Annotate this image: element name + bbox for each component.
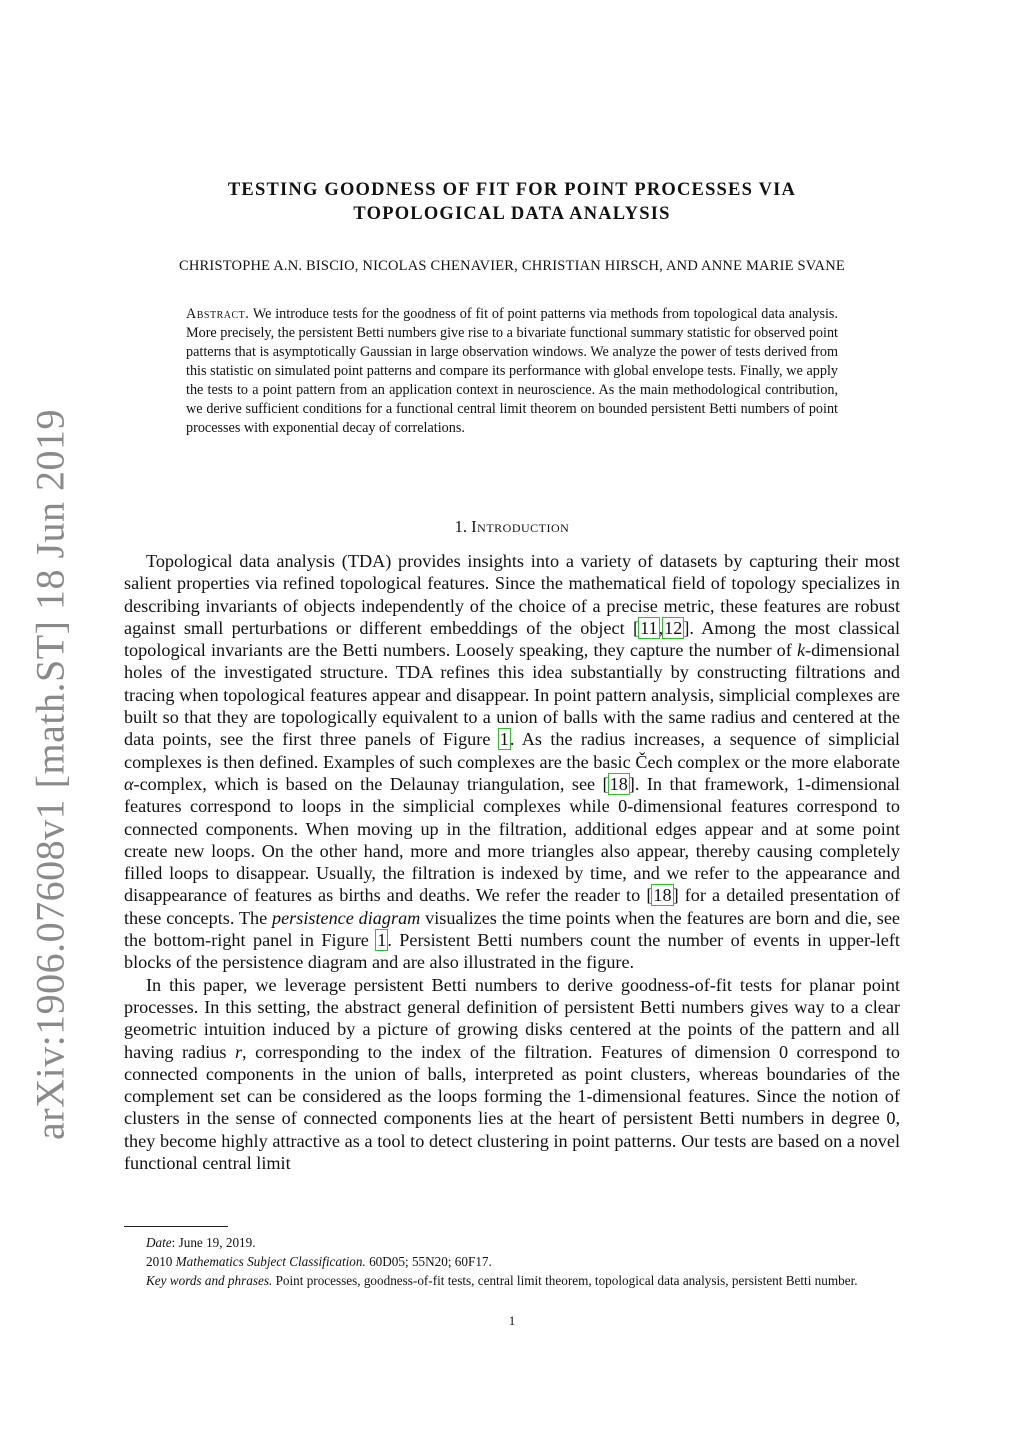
text-run: , corresponding to the index of the filtration. Features of dimension 0 correspond to connected components in the union of balls, interpreted as point clusters, whereas boundaries of the complement set can be considered as the loops forming the 1-dimensional features. Since the notion of clusters in the sense of connected components lies at the heart of persistent Betti numbers in degree 0, they become highly attractive as a tool to detect clustering in point patterns. Our tests are based on a novel functional central limit xyxy=(124,1041,900,1174)
footnotes xyxy=(124,1233,900,1290)
footnote-prefix: 2010 xyxy=(146,1254,176,1269)
text-run: for a detailed presentation of these concepts. The xyxy=(124,885,901,928)
footnote-label: Mathematics Subject Classification. xyxy=(175,1254,366,1269)
paragraph-2 xyxy=(124,974,900,1175)
section-heading xyxy=(0,517,1024,537)
section-title: Introduction xyxy=(471,517,570,536)
math-variable: r xyxy=(234,1041,243,1062)
text-run: . Among the most classical topological invariants are the Betti numbers. Loosely speaking, they capture the number of xyxy=(124,617,900,661)
text-run: . In that framework, 1-dimensional features correspond to loops in the simplicial complexes while 0-dimensional features correspond to connected components. When moving up in the filtration, additional edges appear and at some point create new loops. On the other hand, more and more triangles also appear, thereby causing completely filled loops to disappear. Usually, the filtration is indexed by time, and we refer to the appearance and disappearance of features as births and deaths. We refer the reader to xyxy=(124,773,900,906)
citation-link[interactable]: 12 xyxy=(664,617,683,638)
body-text xyxy=(124,550,900,1174)
footnote-date xyxy=(124,1233,900,1252)
footnote-rule xyxy=(124,1226,228,1227)
footnote-label: Key words and phrases. xyxy=(146,1273,273,1288)
citation-link[interactable]: 18 xyxy=(653,885,672,906)
figure-link[interactable]: 1 xyxy=(377,930,387,951)
text-run: visualizes the time points when the features are born and die, see the bottom-right panel in Figure xyxy=(124,907,900,951)
text-run: In this paper, we leverage persistent Betti numbers to derive goodness-of-fit tests for planar point processes. In this setting, the abstract general definition of persistent Betti numbers gives way to a clear geometric intuition induced by a picture of growing disks centered at the points of the pattern and all having radius xyxy=(124,974,900,1062)
figure-link[interactable]: 1 xyxy=(499,729,509,750)
title-line-2: TOPOLOGICAL DATA ANALYSIS xyxy=(353,204,671,224)
footnote-value: Point processes, goodness-of-fit tests, central limit theorem, topological data analysis, persistent Betti number. xyxy=(272,1273,858,1288)
citation-link[interactable]: 11 xyxy=(640,617,658,638)
title-line-1: TESTING GOODNESS OF FIT FOR POINT PROCESSES VIA xyxy=(227,180,797,200)
text-run: . Persistent Betti numbers count the number of events in upper-left blocks of the persistence diagram and are also illustrated in the figure. xyxy=(124,930,900,973)
footnote-keywords xyxy=(124,1271,900,1290)
emphasis: persistence diagram xyxy=(272,907,421,928)
math-variable: α xyxy=(124,773,134,794)
text-run: Topological data analysis (TDA) provides insights into a variety of datasets by capturing their most salient properties via refined topological features. Since the mathematical field of topology specializes in describing invariants of objects independently of the choice of a precise metric, these features are robust against small perturbations or different embeddings of the object xyxy=(124,551,900,638)
arxiv-identifier: arXiv:1906.07608v1 [math.ST] 18 Jun 2019 xyxy=(27,408,73,1140)
abstract-label: Abstract. xyxy=(186,306,250,322)
text-run: -dimensional holes of the investigated structure. TDA refines this idea substantially by constructing filtrations and tracing when topological features appear and disappear. In point pattern analysis, simplicial complexes are built so that they are topologically equivalent to a union of balls with the same radius and centered at the data points, see the first three panels of Figure xyxy=(124,640,900,750)
paragraph-1: Topological data analysis (TDA) provides insights into a variety of datasets by capturing their most salient properties via refined topological features. Since the mathematical field of topology specializes in describing invariants of objects independently of the choice of a precise metric, these features are robust against small perturbations or different embeddings of the object [11,12]. Among the most classical topological invariants are the Betti numbers. Loosely speaking, they capture the number of k-dimensional holes of the investigated structure. TDA refines this idea substantially by constructing filtrations and tracing when topological features appear and disappear. In point pattern analysis, simplicial complexes are built so that they are topologically equivalent to a union of balls with the same radius and centered at the data points, see the first three panels of Figure 1. As the radius increases, a sequence of simplicial complexes is then defined. Examples of such complexes are the basic Čech complex or the more elaborate α-complex, which is based on the Delaunay triangulation, see [18]. In that framework, 1-dimensional features correspond to loops in the simplicial complexes while 0-dimensional features correspond to connected components. When moving up in the filtration, additional edges appear and at some point create new loops. On the other hand, more and more triangles also appear, thereby causing completely filled loops to disappear. Usually, the filtration is indexed by time, and we refer to the appearance and disappearance of features as births and deaths. We refer the reader to [18] for a detailed presentation of these concepts. The persistence diagram visualizes the time points when the features are born and die, see the bottom-right panel in Figure 1. Persistent Betti numbers count the number of events in upper-left blocks of the persistence diagram and are also illustrated in the figure. xyxy=(124,551,901,973)
footnote-label: Date xyxy=(146,1235,172,1250)
abstract xyxy=(186,305,838,438)
citation-link[interactable]: 18 xyxy=(609,773,628,794)
page-number: 1 xyxy=(508,1313,516,1328)
text-run: -complex, which is based on the Delaunay triangulation, see xyxy=(133,773,603,794)
abstract-text: We introduce tests for the goodness of fit of point patterns via methods from topological data analysis. More precisely, the persistent Betti numbers give rise to a bivariate functional summary statistic for observed point patterns that is asymptotically Gaussian in large observation windows. We analyze the power of tests derived from this statistic on simulated point patterns and compare its performance with global envelope tests. Finally, we apply the tests to a point pattern from an application context in neuroscience. As the main methodological contribution, we derive sufficient conditions for a functional central limit theorem on bounded persistent Betti numbers of point processes with exponential decay of correlations. xyxy=(186,306,838,436)
footnote-msc xyxy=(124,1252,900,1271)
section-number: 1. xyxy=(454,517,468,536)
footnote-value: 60D05; 55N20; 60F17. xyxy=(365,1254,492,1269)
footnote-value: : June 19, 2019. xyxy=(171,1235,256,1250)
math-variable: k xyxy=(796,640,806,661)
paper-title xyxy=(150,178,874,226)
author-list: CHRISTOPHE A.N. BISCIO, NICOLAS CHENAVIER, CHRISTIAN HIRSCH, AND ANNE MARIE SVANE xyxy=(179,258,845,274)
text-run: . As the radius increases, a sequence of simplicial complexes is then defined. Examples of such complexes are the basic Čech complex or the more elaborate xyxy=(124,729,900,772)
